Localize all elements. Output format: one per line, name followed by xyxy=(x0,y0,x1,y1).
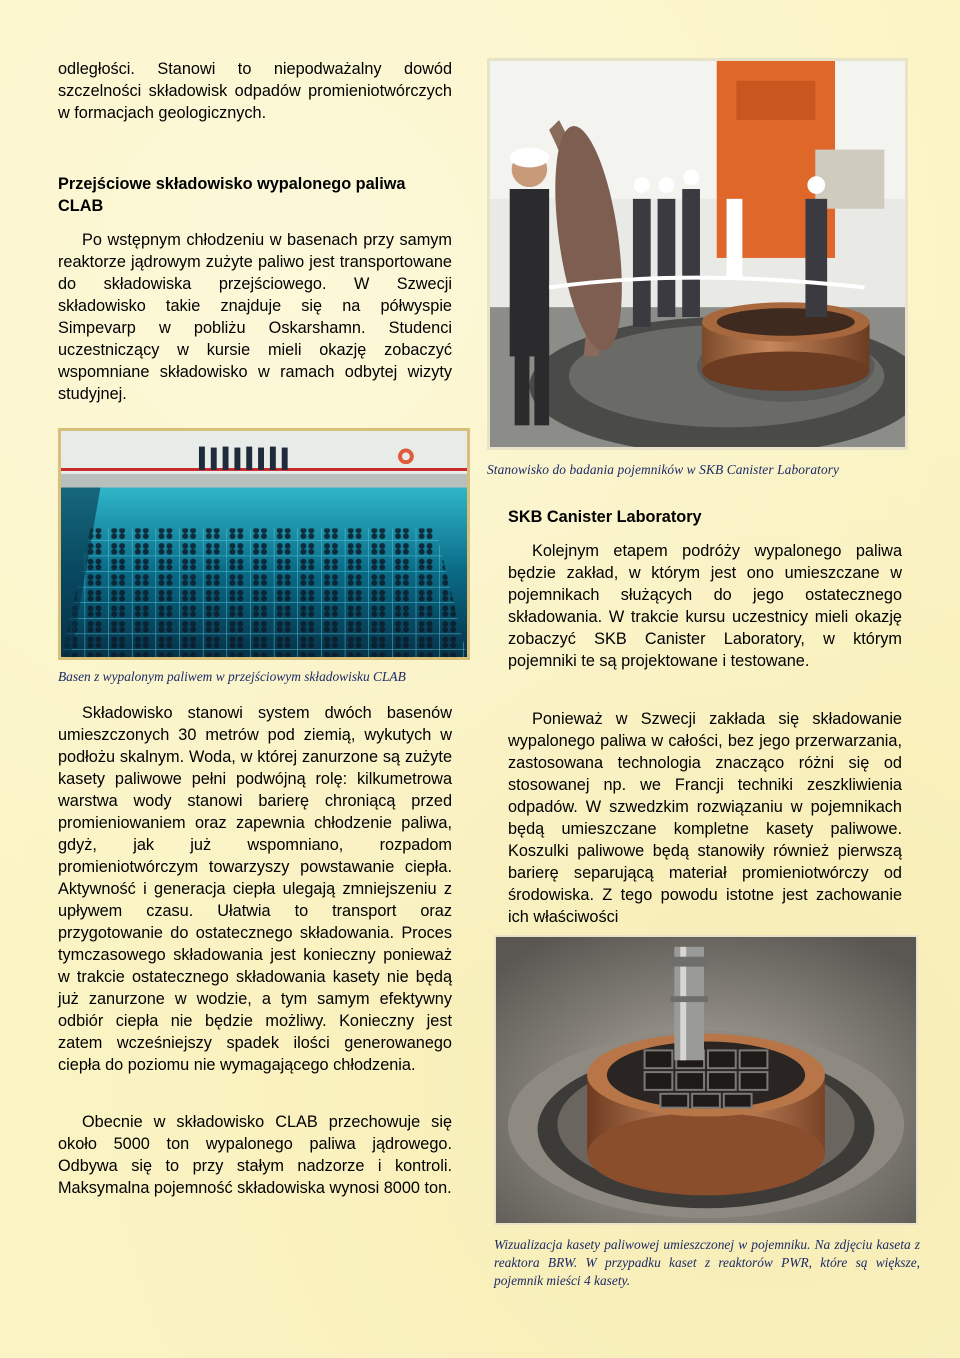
storage-paragraph: Składowisko stanowi system dwóch basenów umieszczonych 30 metrów pod ziemią, wykutych w podłożu skalnym. Woda, w której zanurzone są zużyte kasety paliwowe pełni podwójną rolę: kilkumetrowa warstwa wody stanowi barierę chroniącą przed promieniowaniem oraz zapewnia chłodzenie paliwa, gdyż, jak już wspomniano, rozpadom promieniotwórczym towarzyszy powstawanie ciepła. Aktywność i generacja ciepła ulegają zmniejszeniu z upływem czasu. Ułatwia to transport oraz przygotowanie do ostatecznego składowania. Proces tymczasowego składowania jest konieczny ponieważ w trakcie ostatecznego składowania kasety nie będą już zanurzone w wodzie, a tym samym efektywny odbiór ciepła nie będzie możliwy. Konieczny jest zatem wcześniejszy spadek ilości generowanego ciepła do poziomu nie wymagającego chłodzenia. xyxy=(58,704,452,1074)
clab-heading: Przejściowe składowisko wypalonego paliwa CLAB xyxy=(58,175,406,215)
skb-paragraph: Kolejnym etapem podróży wypalonego paliwa będzie zakład, w którym jest ono umieszczane w pojemnikach służących do jego ostatecznego składowania. W trakcie kursu uczestnicy mieli okazję zobaczyć SKB Canister Laboratory, w którym pojemniki te są projektowane i testowane. xyxy=(508,542,902,670)
canister-lab-photo xyxy=(487,58,908,450)
canister-lab-caption: Stanowisko do badania pojemników w SKB Canister Laboratory xyxy=(487,462,840,477)
current-paragraph: Obecnie w składowisko CLAB przechowuje się około 5000 ton wypalonego paliwa jądrowego. Odbywa się to przy stałym nadzorze i kontroli. Maksymalna pojemność składowiska wynosi 8000 ton. xyxy=(58,1113,452,1197)
sweden-paragraph: Ponieważ w Szwecji zakłada się składowanie wypalonego paliwa w całości, bez jego przerwarzania, zastosowana technologia znacząco różni się od stosowanej np. we Francji techniki zeszkliwienia odpadów. W szwedzkim rozwiązaniu w pojemnikach będą umieszczane kompletne kasety paliwowe. Koszulki paliwowe będą stanowiły również pierwszą barierę separującą materiał promieniotwórczy od środowiska. Z tego powodu istotne jest zachowanie ich właściwości xyxy=(508,710,902,926)
canister-visualization-caption: Wizualizacja kasety paliwowej umieszczonej w pojemniku. Na zdjęciu kaseta z reaktora BRW. W przypadku kaset z reaktorów PWR, które są większe, pojemnik mieści 4 kasety. xyxy=(494,1237,920,1288)
skb-heading: SKB Canister Laboratory xyxy=(508,508,702,526)
pool-caption: Basen z wypalonym paliwem w przejściowym składowisku CLAB xyxy=(58,669,406,684)
pool-photo xyxy=(58,428,470,660)
clab-paragraph: Po wstępnym chłodzeniu w basenach przy samym reaktorze jądrowym zużyte paliwo jest transportowane do składowiska przejściowego. W Szwecji składowisko takie znajduje się na półwyspie Simpevarp w pobliżu Oskarshamn. Studenci uczestniczący w kursie mieli okazję zobaczyć wspomniane składowisko w ramach odbytej wizyty studyjnej. xyxy=(58,231,452,403)
intro-paragraph: odległości. Stanowi to niepodważalny dowód szczelności składowisk odpadów promieniotwórczych w formacjach geologicznych. xyxy=(58,60,452,122)
canister-visualization-photo xyxy=(494,935,918,1225)
